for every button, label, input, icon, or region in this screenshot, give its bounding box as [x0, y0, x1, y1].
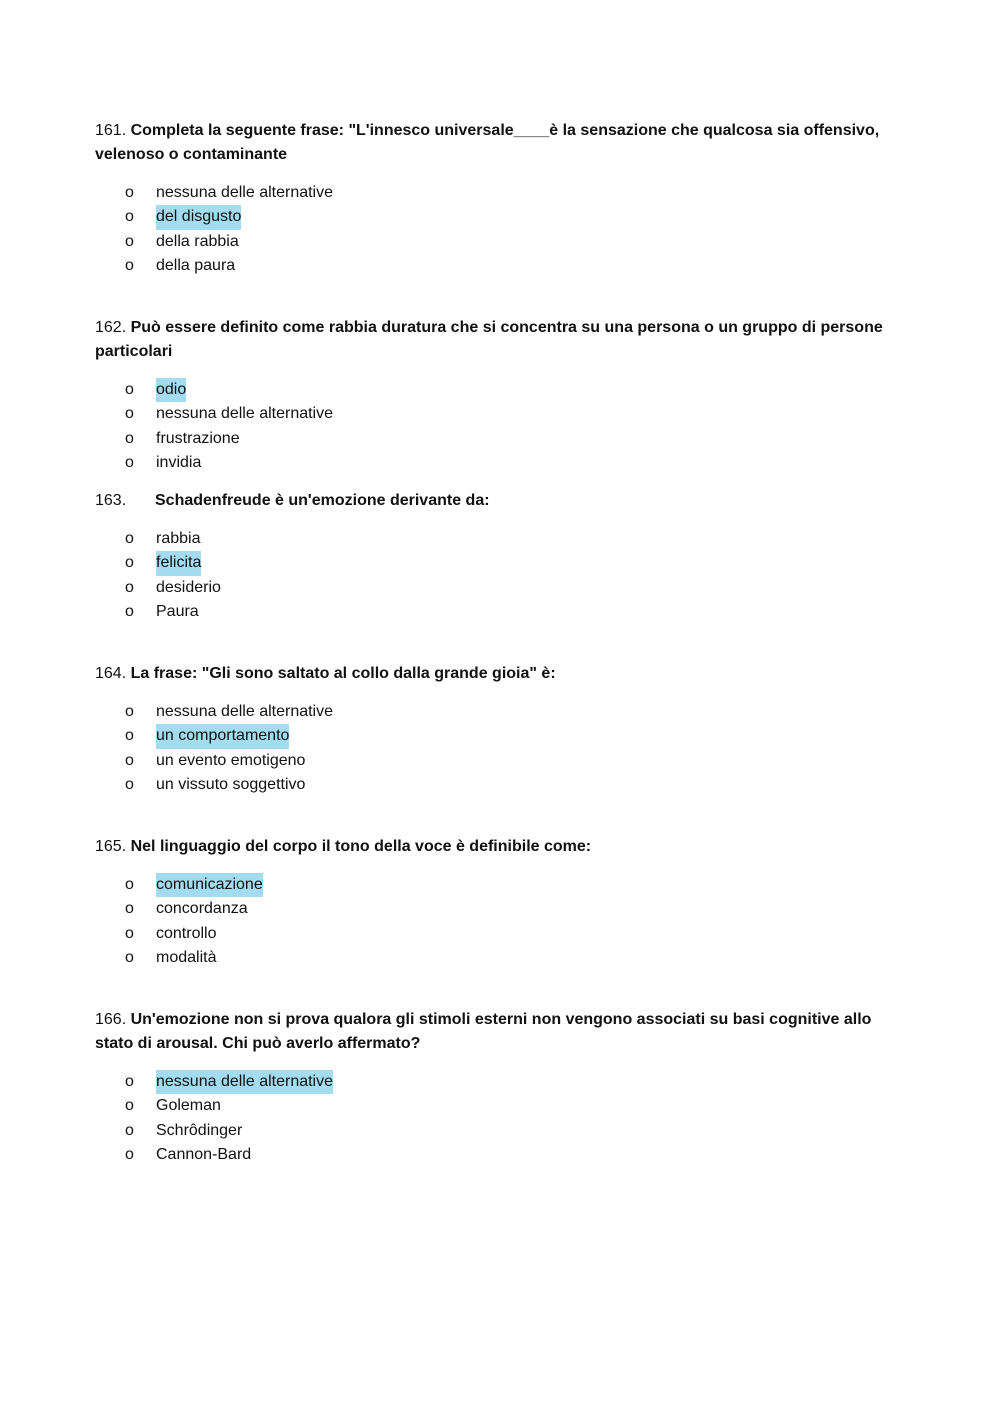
bullet-icon: o — [125, 1073, 134, 1090]
option-text: concordanza — [156, 900, 248, 918]
options-list — [95, 700, 895, 797]
bullet-icon: o — [125, 429, 134, 447]
bullet-icon: o — [125, 775, 134, 793]
list-item — [95, 749, 895, 773]
question-body: Un'emozione non si prova qualora gli stimoli esterni non vengono associati su basi cognitive allo stato di arousal. Chi può averlo affermato? — [95, 1011, 872, 1052]
question-number: 166. — [95, 1011, 127, 1028]
bullet-icon: o — [125, 876, 134, 893]
bullet-icon: o — [125, 184, 134, 201]
bullet-icon: o — [125, 727, 134, 745]
option-text: un vissuto soggettivo — [156, 775, 306, 793]
bullet-icon: o — [125, 602, 134, 620]
list-item — [95, 897, 895, 921]
list-item — [95, 1143, 895, 1167]
question-text — [95, 662, 895, 686]
question-165 — [95, 835, 895, 970]
bullet-icon: o — [125, 530, 134, 547]
question-162 — [95, 316, 895, 475]
list-item — [95, 576, 895, 600]
question-163 — [95, 489, 895, 624]
question-number: 165. — [95, 838, 127, 855]
list-item — [95, 205, 895, 229]
question-body: Schadenfreude è un'emozione derivante da: — [155, 492, 490, 509]
list-item — [95, 700, 895, 724]
options-list — [95, 873, 895, 970]
list-item — [95, 724, 895, 748]
option-text: della rabbia — [156, 232, 239, 250]
bullet-icon: o — [125, 554, 134, 572]
bullet-icon: o — [125, 405, 134, 423]
option-text: controllo — [156, 924, 217, 942]
question-number: 164. — [95, 665, 127, 682]
question-number: 161. — [95, 122, 127, 139]
option-text: della paura — [156, 256, 236, 274]
option-text-correct: nessuna delle alternative — [156, 1070, 333, 1094]
option-text: rabbia — [156, 530, 201, 547]
question-text — [95, 119, 895, 167]
bullet-icon: o — [125, 578, 134, 596]
question-text — [95, 1008, 895, 1056]
option-text-correct: un comportamento — [156, 724, 289, 748]
option-text-correct: del disgusto — [156, 205, 241, 229]
option-text: un evento emotigeno — [156, 751, 306, 769]
bullet-icon: o — [125, 381, 134, 398]
list-item — [95, 451, 895, 475]
question-body: Nel linguaggio del corpo il tono della voce è definibile come: — [130, 838, 592, 855]
bullet-icon: o — [125, 1121, 134, 1139]
list-item — [95, 873, 895, 897]
list-item — [95, 946, 895, 970]
question-body: La frase: "Gli sono saltato al collo dalla grande gioia" è: — [130, 665, 556, 682]
bullet-icon: o — [125, 948, 134, 966]
list-item — [95, 1119, 895, 1143]
question-body: Può essere definito come rabbia duratura che si concentra su una persona o un gruppo di persone particolari — [95, 319, 883, 360]
option-text: desiderio — [156, 578, 221, 596]
option-text: nessuna delle alternative — [156, 703, 334, 720]
bullet-icon: o — [125, 256, 134, 274]
list-item — [95, 773, 895, 797]
list-item — [95, 181, 895, 205]
option-text: nessuna delle alternative — [156, 405, 334, 423]
options-list — [95, 378, 895, 475]
option-text: invidia — [156, 453, 202, 471]
list-item — [95, 1070, 895, 1094]
option-text: Paura — [156, 602, 199, 620]
question-number: 163. — [95, 492, 127, 509]
option-text: nessuna delle alternative — [156, 184, 334, 201]
options-list — [95, 181, 895, 278]
option-text-correct: odio — [156, 378, 186, 402]
option-text: modalità — [156, 948, 217, 966]
question-text — [95, 316, 895, 364]
list-item — [95, 402, 895, 426]
bullet-icon: o — [125, 703, 134, 720]
list-item — [95, 1094, 895, 1118]
list-item — [95, 922, 895, 946]
list-item — [95, 527, 895, 551]
option-text-correct: comunicazione — [156, 873, 263, 897]
bullet-icon: o — [125, 1097, 134, 1115]
bullet-icon: o — [125, 924, 134, 942]
bullet-icon: o — [125, 208, 134, 226]
question-text — [95, 489, 895, 513]
bullet-icon: o — [125, 1145, 134, 1163]
question-number: 162. — [95, 319, 127, 336]
bullet-icon: o — [125, 900, 134, 918]
option-text: Schrôdinger — [156, 1121, 243, 1139]
list-item — [95, 600, 895, 624]
option-text: Goleman — [156, 1097, 221, 1115]
option-text: frustrazione — [156, 429, 240, 447]
bullet-icon: o — [125, 232, 134, 250]
options-list — [95, 527, 895, 624]
bullet-icon: o — [125, 751, 134, 769]
option-text: Cannon-Bard — [156, 1145, 252, 1163]
list-item — [95, 427, 895, 451]
option-text-correct: felicita — [156, 551, 201, 575]
question-body: Completa la seguente frase: "L'innesco universale____è la sensazione che qualcosa sia offensivo, velenoso o contaminante — [95, 122, 880, 163]
question-161 — [95, 119, 895, 278]
list-item — [95, 230, 895, 254]
list-item — [95, 378, 895, 402]
question-166 — [95, 1008, 895, 1167]
question-text — [95, 835, 895, 859]
question-164 — [95, 662, 895, 797]
list-item — [95, 254, 895, 278]
options-list — [95, 1070, 895, 1167]
list-item — [95, 551, 895, 575]
bullet-icon: o — [125, 453, 134, 471]
